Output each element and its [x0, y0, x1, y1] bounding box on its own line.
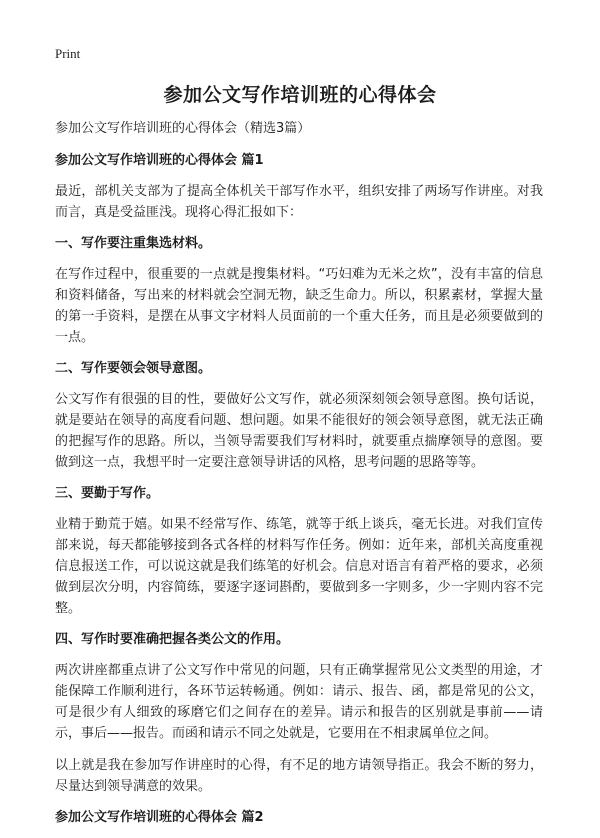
intro-paragraph: 最近，部机关支部为了提高全体机关干部写作水平，组织安排了两场写作讲座。对我而言，真是受益匪浅。现将心得汇报如下： [55, 184, 543, 220]
section-heading-3: 三、要勤于写作。 [55, 486, 160, 501]
section-heading-1: 一、写作要注重集选材料。 [55, 236, 212, 251]
article-2-heading: 参加公文写作培训班的心得体会 篇2 [55, 810, 264, 825]
section-paragraph-3: 业精于勤荒于嬉。如果不经常写作、练笔，就等于纸上谈兵，毫无长进。对我们宣传部来说，每天都能够接到各式各样的材料写作任务。例如：近年来，部机关高度重视信息报送工作，可以说这就是我们练笔的好机会。信息对语言有着严格的要求，必须做到层次分明，内容简练，要逐字逐词斟酌，要做到多一字则多，少一字则内容不完整。 [55, 517, 543, 616]
section-paragraph-1: 在写作过程中，很重要的一点就是搜集材料。“巧妇难为无米之炊”，没有丰富的信息和资料储备，写出来的材料就会空洞无物，缺乏生命力。所以，积累素材，掌握大量的第一手资料，是摆在从事文字材料人员面前的一个重大任务，而且是必须要做到的一点。 [55, 267, 543, 345]
section-paragraph-2: 公文写作有很强的目的性，要做好公文写作，就必须深刻领会领导意图。换句话说，就是要站在领导的高度看问题、想问题。如果不能很好的领会领导意图，就无法正确的把握写作的思路。所以，当领导需要我们写材料时，就要重点揣摩领导的意图。要做到这一点，我想平时一定要注意领导讲话的风格，思考问题的思路等等。 [55, 392, 543, 470]
page-title: 参加公文写作培训班的心得体会 [163, 84, 437, 106]
article-body [55, 119, 543, 838]
section-heading-2: 二、写作要领会领导意图。 [55, 361, 212, 376]
conclusion-paragraph: 以上就是我在参加写作讲座时的心得，有不足的地方请领导指正。我会不断的努力，尽量达到领导满意的效果。 [55, 758, 543, 794]
print-link[interactable]: Print [55, 46, 81, 61]
section-paragraph-4: 两次讲座都重点讲了公文写作中常见的问题，只有正确掌握常见公文类型的用途，才能保障工作顺利进行，各环节运转畅通。例如：请示、报告、函，都是常见的公文，可是很少有人细致的琢磨它们之间存在的差异。请示和报告的区别就是事前——请示，事后——报告。而函和请示不同之处就是，它要用在不相隶属单位之间。 [55, 663, 543, 741]
section-heading-4: 四、写作时要准确把握各类公文的作用。 [55, 632, 290, 647]
article-1-heading: 参加公文写作培训班的心得体会 篇1 [55, 153, 264, 168]
subtitle: 参加公文写作培训班的心得体会（精选3篇） [55, 121, 311, 136]
